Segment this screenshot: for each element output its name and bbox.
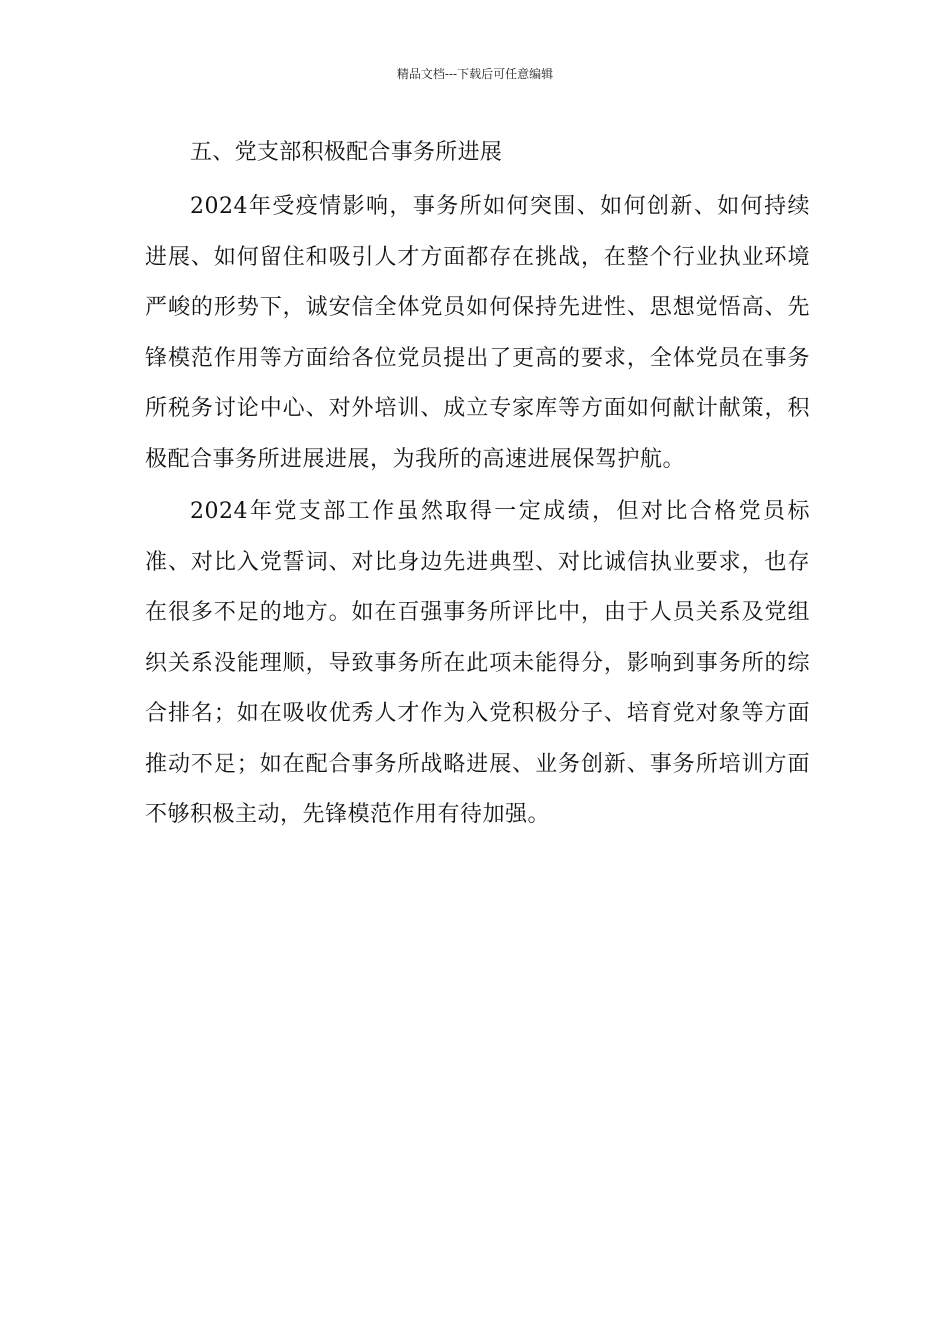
document-body (145, 136, 810, 841)
paragraph-2: 2024年党支部工作虽然取得一定成绩，但对比合格党员标准、对比入党誓词、对比身边先进典型、对比诚信执业要求，也存在很多不足的地方。如在百强事务所评比中，由于人员关系及党组织关系没能理顺，导致事务所在此项未能得分，影响到事务所的综合排名；如在吸收优秀人才作为入党积极分子、培育党对象等方面推动不足；如在配合事务所战略进展、业务创新、事务所培训方面不够积极主动，先锋模范作用有待加强。 (145, 499, 810, 827)
page-header: 精品文档---下载后可任意编辑 (396, 67, 554, 81)
section-heading: 五、党支部积极配合事务所进展 (190, 140, 503, 165)
paragraph-1: 2024年受疫情影响，事务所如何突围、如何创新、如何持续进展、如何留住和吸引人才方面都存在挑战，在整个行业执业环境严峻的形势下，诚安信全体党员如何保持先进性、思想觉悟高、先锋模范作用等方面给各位党员提出了更高的要求，全体党员在事务所税务讨论中心、对外培训、成立专家库等方面如何献计献策，积极配合事务所进展进展，为我所的高速进展保驾护航。 (145, 194, 810, 472)
